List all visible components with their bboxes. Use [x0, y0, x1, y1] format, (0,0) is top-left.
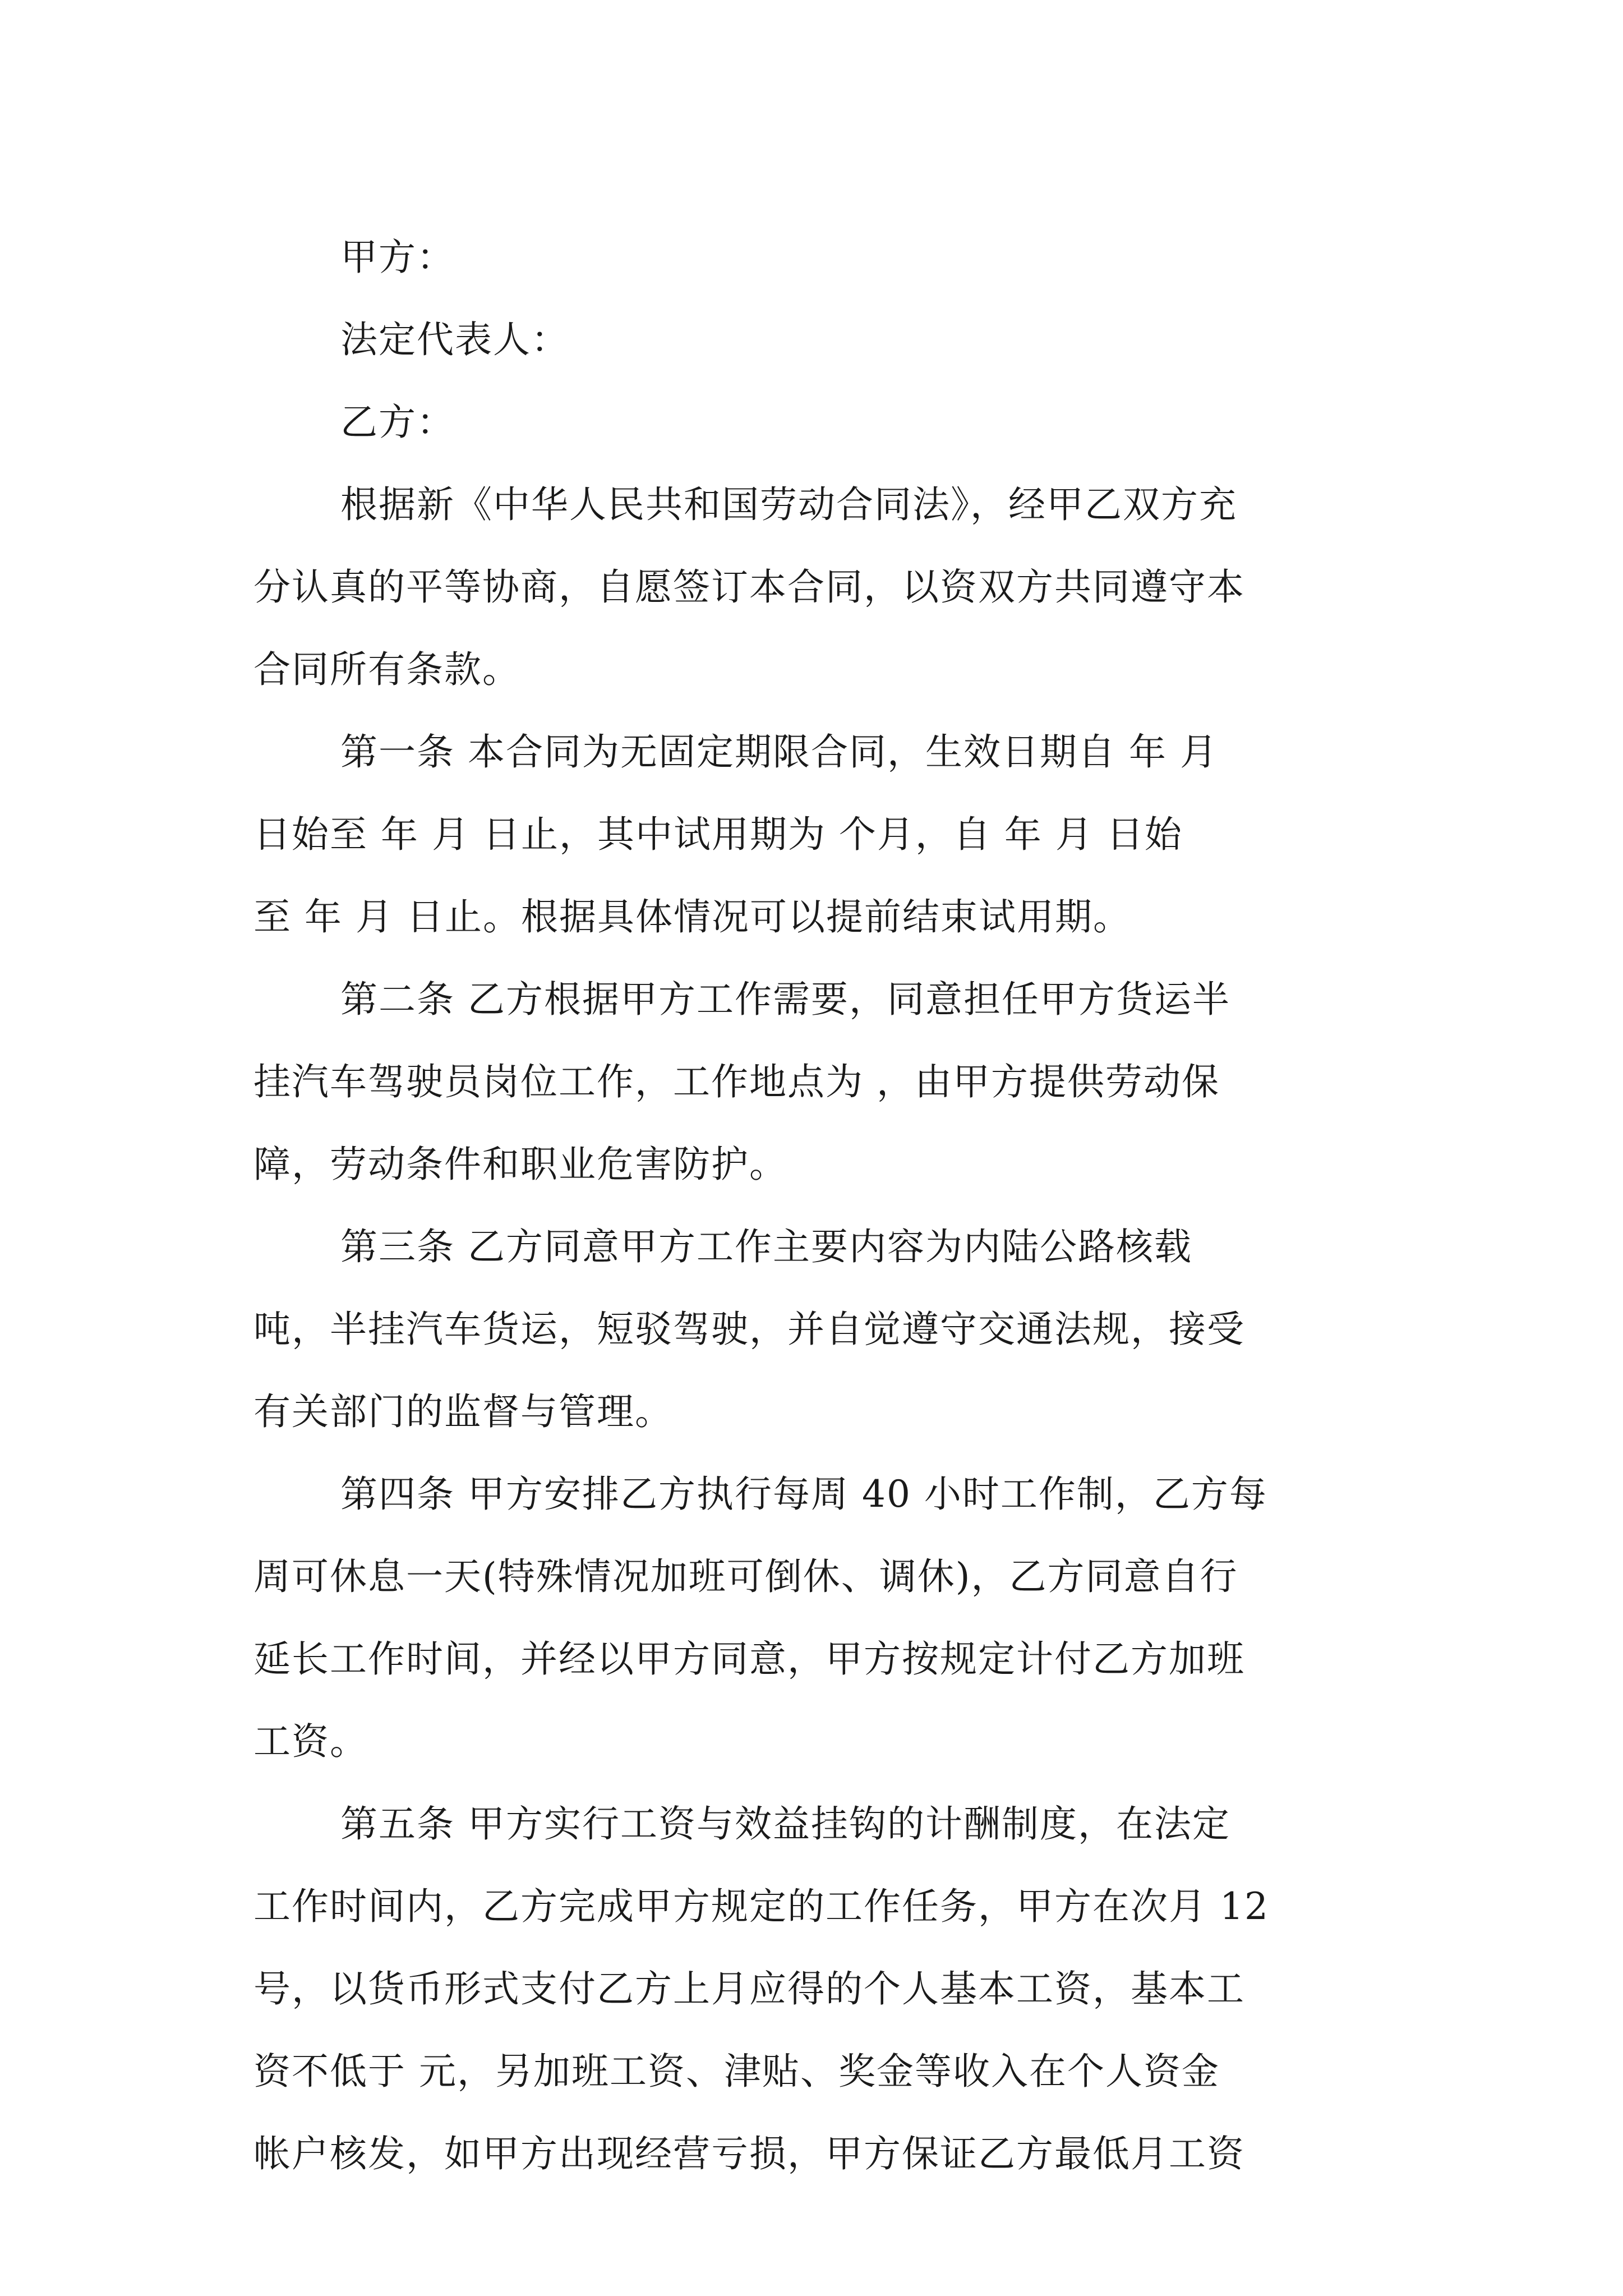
article-2-paragraph [253, 958, 1375, 1205]
paragraph-line: 根据新《中华人民共和国劳动合同法》，经甲乙双方充 [340, 483, 1237, 526]
preamble-paragraph [253, 463, 1375, 711]
paragraph-line: 第五条 甲方实行工资与效益挂钩的计酬制度，在法定 [340, 1802, 1230, 1846]
party-a-label: 甲方： [340, 236, 455, 279]
paragraph-line: 第四条 甲方安排乙方执行每周 40 小时工作制，乙方每 [340, 1473, 1267, 1516]
paragraph-line: 障，劳动条件和职业危害防护。 [253, 1143, 787, 1186]
paragraph-line: 工资。 [253, 1720, 368, 1763]
article-5-paragraph [253, 1783, 1375, 2195]
paragraph-line: 有关部门的监督与管理。 [253, 1390, 673, 1433]
paragraph-line: 第三条 乙方同意甲方工作主要内容为内陆公路核载 [340, 1225, 1192, 1268]
paragraph-line: 挂汽车驾驶员岗位工作，工作地点为 ，由甲方提供劳动保 [253, 1060, 1220, 1103]
article-4-paragraph [253, 1453, 1375, 1783]
paragraph-line: 延长工作时间，并经以甲方同意，甲方按规定计付乙方加班 [253, 1637, 1245, 1681]
paragraph-line: 第一条 本合同为无固定期限合同，生效日期自 年 月 [340, 730, 1218, 774]
party-b-label: 乙方： [340, 401, 455, 444]
paragraph-line: 周可休息一天(特殊情况加班可倒休、调休)，乙方同意自行 [253, 1555, 1238, 1598]
paragraph-line: 工作时间内，乙方完成甲方规定的工作任务，甲方在次月 12 [253, 1885, 1269, 1928]
article-1-paragraph [253, 711, 1375, 958]
paragraph-line: 第二条 乙方根据甲方工作需要，同意担任甲方货运半 [340, 978, 1230, 1021]
paragraph-line: 吨，半挂汽车货运，短驳驾驶，并自觉遵守交通法规，接受 [253, 1308, 1245, 1351]
paragraph-line: 至 年 月 日止。根据具体情况可以提前结束试用期。 [253, 895, 1131, 938]
article-3-paragraph [253, 1205, 1375, 1453]
paragraph-line: 帐户核发，如甲方出现经营亏损，甲方保证乙方最低月工资 [253, 2132, 1245, 2175]
paragraph-line: 合同所有条款。 [253, 648, 520, 691]
contract-body [253, 216, 1375, 2195]
legal-representative-label: 法定代表人： [340, 318, 569, 361]
paragraph-line: 资不低于 元，另加班工资、津贴、奖金等收入在个人资金 [253, 2050, 1220, 2093]
paragraph-line: 日始至 年 月 日止，其中试用期为 个月，自 年 月 日始 [253, 813, 1183, 856]
paragraph-line: 号，以货币形式支付乙方上月应得的个人基本工资，基本工 [253, 1967, 1245, 2010]
paragraph-line: 分认真的平等协商，自愿签订本合同，以资双方共同遵守本 [253, 565, 1245, 609]
